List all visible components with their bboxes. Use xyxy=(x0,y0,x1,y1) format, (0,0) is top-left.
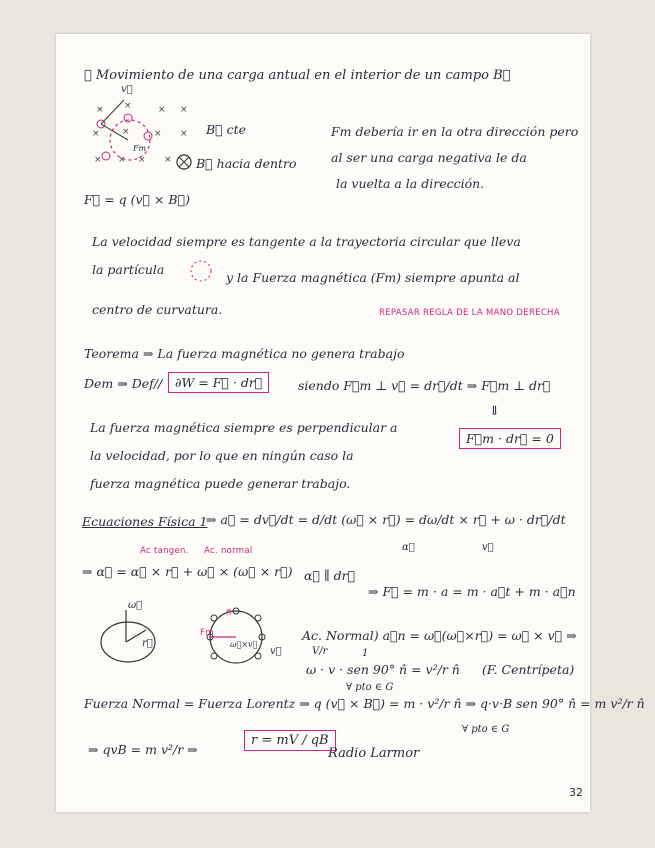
ac-normal: Ac. normal xyxy=(204,546,253,556)
omega-v-line: ω · v · sen 90° n̂ = v²/r n̂ xyxy=(306,662,460,677)
svg-text:×: × xyxy=(92,129,100,139)
radio-larmor: Radio Larmor xyxy=(328,746,420,761)
lorentz-formula: F⃗ = q (v⃗ × B⃗) xyxy=(84,192,190,207)
omega-label: ω⃗ xyxy=(128,600,143,611)
b-into-page: B⃗ hacia dentro xyxy=(196,156,297,171)
svg-text:×: × xyxy=(154,129,162,139)
svg-text:×: × xyxy=(124,101,132,111)
svg-text:×: × xyxy=(118,155,126,165)
into-page-icon xyxy=(176,154,192,170)
under-v: v⃗ xyxy=(482,542,494,553)
rotation-diagram xyxy=(96,608,166,666)
b-constant: B⃗ cte xyxy=(206,122,247,137)
qvb-line: ⇒ qvB = m v²/r ⇒ xyxy=(88,742,198,757)
dashed-circle-icon xyxy=(188,258,214,284)
vr-label: V/r xyxy=(312,646,328,657)
velocity-line-2: la partícula xyxy=(92,262,165,277)
ecuaciones-line-2: ⇒ α⃗ = α⃗ × r⃗ + ω⃗ × (ω⃗ × r⃗) xyxy=(82,564,293,579)
v-down-label: v⃗ xyxy=(270,646,282,657)
page-number: 32 xyxy=(569,786,583,799)
wxv-label: ω⃗×v⃗ xyxy=(230,640,258,649)
implies-down: ⇓ xyxy=(489,404,500,419)
ac-tangencial: Ac tangen. xyxy=(140,546,189,556)
r-label: r⃗ xyxy=(142,638,153,649)
larmor-radius-box: r = mV / qB xyxy=(244,730,336,751)
fm-label: Fm xyxy=(133,144,147,153)
note-line-3: la vuelta a la dirección. xyxy=(336,176,485,191)
velocity-line-4: centro de curvatura. xyxy=(92,302,223,317)
svg-text:×: × xyxy=(180,129,188,139)
dem-para-2: la velocidad, por lo que en ningún caso la xyxy=(90,448,354,463)
reminder-note: REPASAR REGLA DE LA MANO DERECHA xyxy=(379,308,560,318)
dem-para-1: La fuerza magnética siempre es perpendicular a xyxy=(90,420,398,435)
notebook-page xyxy=(56,34,645,812)
fm-orbit-label: Fm xyxy=(200,628,214,638)
svg-text:×: × xyxy=(96,105,104,115)
ecuaciones-line-2b: α⃗ ∥ dr⃗ xyxy=(304,568,356,583)
section-title: ✱ Movimiento de una carga antual en el interior de un campo B⃗ xyxy=(84,68,511,83)
n-label: n⃗ xyxy=(226,608,232,618)
svg-text:×: × xyxy=(138,155,146,165)
work-formula-box: ∂W = F⃗ · dr⃗ xyxy=(168,372,269,393)
v-label: v⃗ xyxy=(121,84,133,95)
normal-accel-line: Ac. Normal) a⃗n = ω⃗(ω⃗×r⃗) = ω⃗ × v⃗ ⇒ xyxy=(302,628,577,643)
velocity-line-1: La velocidad siempre es tangente a la trayectoria circular que lleva xyxy=(92,234,521,249)
velocity-line-3: y la Fuerza magnética (Fm) siempre apunta al xyxy=(226,270,520,285)
f-centripeta: (F. Centrípeta) xyxy=(482,662,575,677)
dem-result-box: F⃗m · dr⃗ = 0 xyxy=(459,428,561,449)
svg-text:×: × xyxy=(164,155,172,165)
ecuaciones-line-3: ⇒ F⃗ = m · a = m · a⃗t + m · a⃗n xyxy=(368,584,576,599)
dem-label: Dem ⇒ Def// xyxy=(84,376,163,391)
svg-text:×: × xyxy=(122,127,130,137)
svg-text:×: × xyxy=(180,105,188,115)
note-line-1: Fm debería ir en la otra dirección pero xyxy=(331,124,579,139)
vpto-2: ∀ pto ∈ G xyxy=(462,724,510,735)
fuerza-normal-line: Fuerza Normal = Fuerza Lorentz ⇒ q (v⃗ × B⃗) = m · v²/r n̂ ⇒ q·v·B sen 90° n̂ = m v²/r n̂ xyxy=(84,696,645,711)
note-line-2: al ser una carga negativa le da xyxy=(331,150,527,165)
svg-text:×: × xyxy=(94,155,102,165)
under-alpha: α⃗ xyxy=(402,542,415,553)
ecuaciones-line-1: ⇒ a⃗ = dv⃗/dt = d/dt (ω⃗ × r⃗) = dω/dt × r⃗ + ω · dr⃗/dt xyxy=(206,512,566,527)
dem-para-3: fuerza magnética puede generar trabajo. xyxy=(90,476,351,491)
dem-rest: siendo F⃗m ⊥ v⃗ = dr⃗/dt ⇒ F⃗m ⊥ dr⃗ xyxy=(298,378,551,393)
ecuaciones-label: Ecuaciones Física 1 xyxy=(82,514,208,529)
one-label: 1 xyxy=(362,648,369,659)
svg-text:×: × xyxy=(158,105,166,115)
vpto-1: ∀ pto ∈ G xyxy=(346,682,394,693)
theorem: Teorema ⇒ La fuerza magnética no genera trabajo xyxy=(84,346,405,361)
